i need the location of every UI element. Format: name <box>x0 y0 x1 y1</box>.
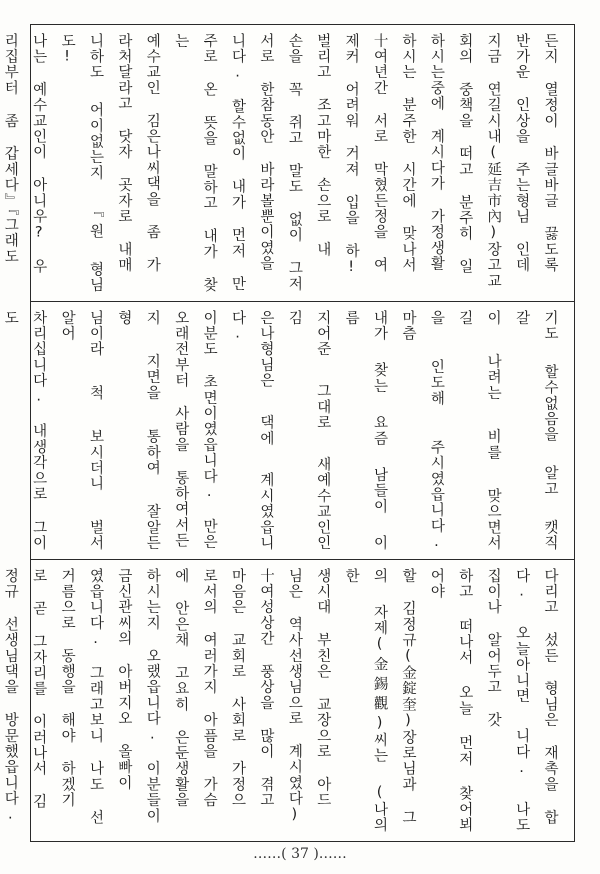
text-section-3 <box>2 559 574 841</box>
text-line: 정규 선생님댁을 방문했읍니다. <box>2 568 19 824</box>
text-line: 하시는 분주한 시간에 맞나서 <box>399 33 416 273</box>
text-section-2 <box>2 301 574 559</box>
text-line: 하시는지 오랬읍니다. 이분들이 <box>144 568 161 824</box>
text-line: 라처달라고 닷자 곳자로 내매 <box>115 33 132 273</box>
text-line: 오래전부터 사람을 통하여서든 <box>172 310 189 549</box>
page-number: ……( 37 )…… <box>253 846 347 862</box>
text-line: 님은 역사선생님으로 계시였다) <box>286 568 303 824</box>
text-line: 하시는중에 계시다가 가정생활 <box>428 33 445 272</box>
text-line: 의 자제(金錫觀)씨는 (나의 한 <box>343 568 388 833</box>
text-line: 반가운 인상을 주는형님 인데 <box>513 33 530 273</box>
text-line: 생시대 부친은 교장으로 아드 <box>314 568 331 808</box>
text-line: 니다. 할수없이 내가 먼저 만 <box>229 33 246 292</box>
text-line: 예수교인 김은나씨댁을 좀 가 <box>144 33 161 273</box>
text-line: 기도 할수없음을 알고 캣직 갈 <box>513 310 558 551</box>
vertical-text-block-3 <box>2 568 564 833</box>
text-line: 十여년간 서로 막혔든정을 여 <box>371 33 388 273</box>
text-line: 마음은 교회로 사회로 가정으 <box>229 568 246 808</box>
text-line: 든지 열정이 바글바글 끓도록 <box>542 33 558 273</box>
vertical-text-block-2 <box>2 310 564 551</box>
text-line: 내가 찾는 요즘 남들이 이름 <box>343 310 388 551</box>
text-line: 주로 온 뜻을 말하고 내가 찾는 <box>172 33 218 293</box>
text-line: 벌리고 조고마한 손으로 내 <box>314 33 331 258</box>
text-line: 十여성상간 풍상을 많이 겪고 <box>257 568 274 808</box>
text-line: 서로 한참동안 바라볼뿐이였을 <box>257 33 274 272</box>
text-line: 리집부터 좀 갑세다』『그래도 <box>2 33 19 265</box>
text-line: 다리고 섰든 형님은 재촉을 합 <box>542 568 558 826</box>
text-line: 하고 떠나서 오늘 먼저 찾어뵈어야 <box>428 568 473 833</box>
text-line: 손을 꼭 쥐고 말도 없이 그저 <box>286 33 303 292</box>
text-line: 지금 연길시내(延吉市內)장고교 <box>485 33 502 289</box>
text-line: 금신관씨의 아버지오 올빠이 <box>115 568 132 791</box>
vertical-text-block-1 <box>2 33 564 293</box>
text-line: 거름으로 동행을 해야 하겠기 <box>59 568 76 808</box>
text-line: 지 지면을 통하여 잘알든 형 <box>115 310 161 551</box>
text-line: 을 인도해 주시였읍니다. 마츰 <box>399 310 445 551</box>
text-line: 회의 중책을 떠고 분주히 일 <box>456 33 473 275</box>
text-line: 이 나려는 비를 맞으면서 길 <box>456 310 502 551</box>
text-section-1 <box>2 25 574 301</box>
text-line: 차리십니다. 내생각으로 그이도 <box>2 310 47 551</box>
text-line: 니하도 어이없는지 『원 형님도! <box>59 33 104 293</box>
text-line: 에 안은채 고요히 은둔생활을 <box>172 568 189 808</box>
text-line: 였읍니다. 그래고보니 나도 선 <box>87 568 104 826</box>
text-line: 나는 예수교인이 아니우? 우 <box>30 33 47 275</box>
text-line: 제커 어려워 거져 입을 하! <box>343 33 360 276</box>
text-line: 다. 오늘아니면 니다. 나도 집이나 알어두고 갓 <box>485 568 530 833</box>
text-line: 할 김정규(金錠奎)장로님과 그 <box>399 568 416 826</box>
text-line: 지어준 그대로 새예수교인인 김 <box>286 310 331 551</box>
text-line: 은나형님은 댁에 계시였읍니다. <box>229 310 274 551</box>
text-line: 이분도 초면이였읍니다. 만은 <box>201 310 218 550</box>
page-frame <box>2 24 575 842</box>
text-line: 로서의 여러가지 아픔을 가슴 <box>201 568 218 808</box>
text-line: 로 곧 그자리를 이러나서 김 <box>30 568 47 810</box>
text-line: 님이라 척 보시더니 벌서 알어 <box>59 310 104 551</box>
